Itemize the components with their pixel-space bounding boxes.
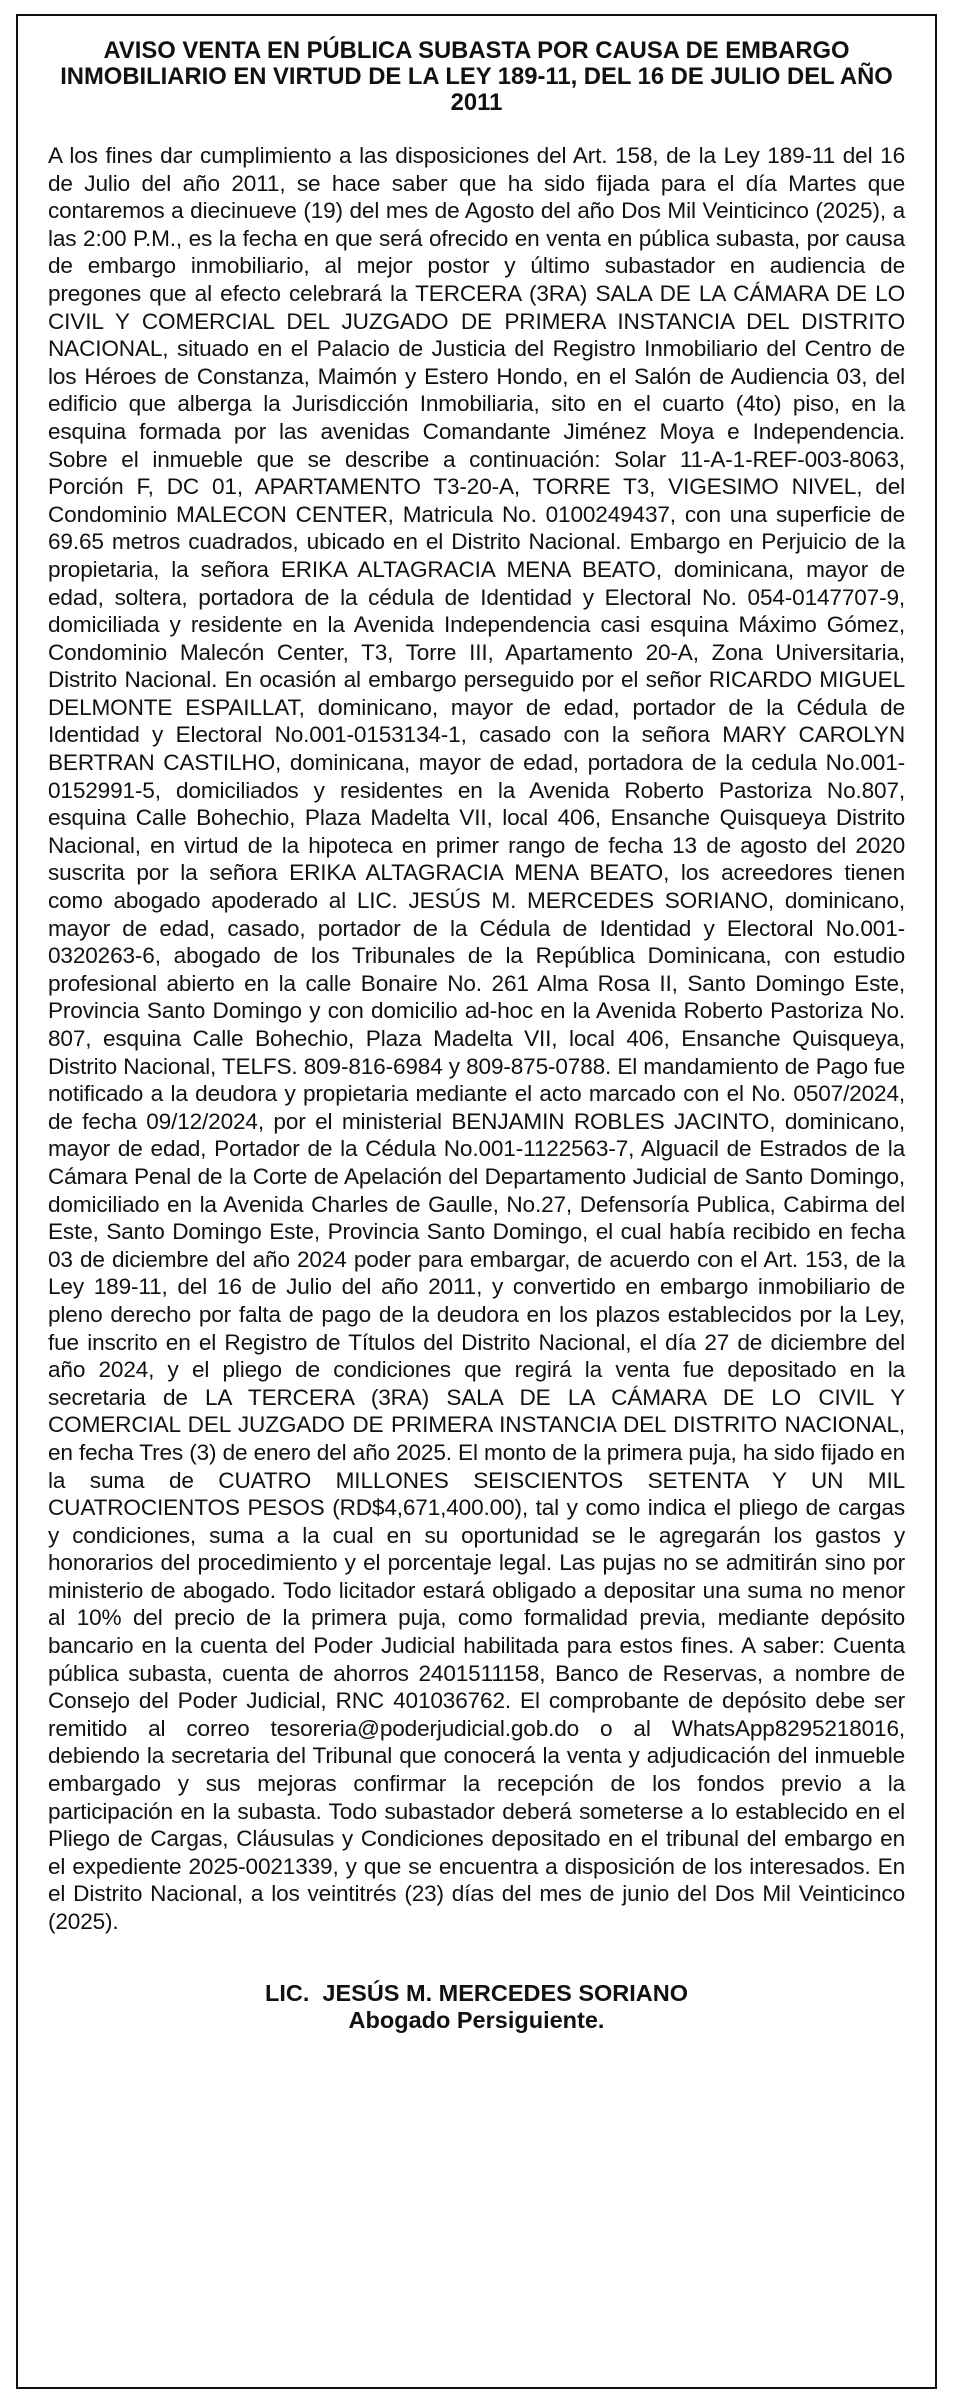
legal-notice xyxy=(16,14,937,2389)
signature-name: LIC. JESÚS M. MERCEDES SORIANO xyxy=(264,1979,689,2006)
notice-title: AVISO VENTA EN PÚBLICA SUBASTA POR CAUSA DE EMBARGO INMOBILIARIO EN VIRTUD DE LA LEY 189-11, DEL 16 DE JULIO DEL AÑO 2011 xyxy=(60,37,893,116)
signature-role: Abogado Persiguiente. xyxy=(348,2006,605,2033)
signature-block xyxy=(48,1980,905,2034)
notice-body: A los fines dar cumplimiento a las disposiciones del Art. 158, de la Ley 189-11 del 16 de Julio del año 2011, se hace saber que ha sido fijada para el día Martes que contaremos a diecinueve (19) del mes de Agosto del año Dos Mil Veinticinco (2025), a las 2:00 P.M., es la fecha en que será ofrecido en venta en pública subasta, por causa de embargo inmobiliario, al mejor postor y último subastador en audiencia de pregones que al efecto celebrará la TERCERA (3RA) SALA DE LA CÁMARA DE LO CIVIL Y COMERCIAL DEL JUZGADO DE PRIMERA INSTANCIA DEL DISTRITO NACIONAL, situado en el Palacio de Justicia del Registro Inmobiliario del Centro de los Héroes de Constanza, Maimón y Estero Hondo, en el Salón de Audiencia 03, del edificio que alberga la Jurisdicción Inmobiliaria, sito en el cuarto (4to) piso, en la esquina formada por las avenidas Comandante Jiménez Moya e Independencia. Sobre el inmueble que se describe a continuación: Solar 11-A-1-REF-003-8063, Porción F, DC 01, APARTAMENTO T3-20-A, TORRE T3, VIGESIMO NIVEL, del Condominio MALECON CENTER, Matricula No. 0100249437, con una superficie de 69.65 metros cuadrados, ubicado en el Distrito Nacional. Embargo en Perjuicio de la propietaria, la señora ERIKA ALTAGRACIA MENA BEATO, dominicana, mayor de edad, soltera, portadora de la cédula de Identidad y Electoral No. 054-0147707-9, domiciliada y residente en la Avenida Independencia casi esquina Máximo Gómez, Condominio Malecón Center, T3, Torre III, Apartamento 20-A, Zona Universitaria, Distrito Nacional. En ocasión al embargo perseguido por el señor RICARDO MIGUEL DELMONTE ESPAILLAT, dominicano, mayor de edad, portador de la Cédula de Identidad y Electoral No.001-0153134-1, casado con la señora MARY CAROLYN BERTRAN CASTILHO, dominicana, mayor de edad, portadora de la cedula No.001-0152991-5, domiciliados y residentes en la Avenida Roberto Pastoriza No.807, esquina Calle Bohechio, Plaza Madelta VII, local 406, Ensanche Quisqueya Distrito Nacional, en virtud de la hipoteca en primer rango de fecha 13 de agosto del 2020 suscrita por la señora ERIKA ALTAGRACIA MENA BEATO, los acreedores tienen como abogado apoderado al LIC. JESÚS M. MERCEDES SORIANO, dominicano, mayor de edad, casado, portador de la Cédula de Identidad y Electoral No.001-0320263-6, abogado de los Tribunales de la República Dominicana, con estudio profesional abierto en la calle Bonaire No. 261 Alma Rosa II, Santo Domingo Este, Provincia Santo Domingo y con domicilio ad-hoc en la Avenida Roberto Pastoriza No. 807, esquina Calle Bohechio, Plaza Madelta VII, local 406, Ensanche Quisqueya, Distrito Nacional, TELFS. 809-816-6984 y 809-875-0788. El mandamiento de Pago fue notificado a la deudora y propietaria mediante el acto marcado con el No. 0507/2024, de fecha 09/12/2024, por el ministerial BENJAMIN ROBLES JACINTO, dominicano, mayor de edad, Portador de la Cédula No.001-1122563-7, Alguacil de Estrados de la Cámara Penal de la Corte de Apelación del Departamento Judicial de Santo Domingo, domiciliado en la Avenida Charles de Gaulle, No.27, Defensoría Publica, Cabirma del Este, Santo Domingo Este, Provincia Santo Domingo, el cual había recibido en fecha 03 de diciembre del año 2024 poder para embargar, de acuerdo con el Art. 153, de la Ley 189-11, del 16 de Julio del año 2011, y convertido en embargo inmobiliario de pleno derecho por falta de pago de la deudora en los plazos establecidos por la Ley, fue inscrito en el Registro de Títulos del Distrito Nacional, el día 27 de diciembre del año 2024, y el pliego de condiciones que regirá la venta fue depositado en la secretaria de LA TERCERA (3RA) SALA DE LA CÁMARA DE LO CIVIL Y COMERCIAL DEL JUZGADO DE PRIMERA INSTANCIA DEL DISTRITO NACIONAL, en fecha Tres (3) de enero del año 2025. El monto de la primera puja, ha sido fijado en la suma de CUATRO MILLONES SEISCIENTOS SETENTA Y UN MIL CUATROCIENTOS PESOS (RD$4,671,400.00), tal y como indica el pliego de cargas y condiciones, suma a la cual en su oportunidad se le agregarán los gastos y honorarios del procedimiento y el porcentaje legal. Las pujas no se admitirán sino por ministerio de abogado. Todo licitador estará obligado a depositar una suma no menor al 10% del precio de la primera puja, como formalidad previa, mediante depósito bancario en la cuenta del Poder Judicial habilitada para estos fines. A saber: Cuenta pública subasta, cuenta de ahorros 2401511158, Banco de Reservas, a nombre de Consejo del Poder Judicial, RNC 401036762. El comprobante de depósito debe ser remitido al correo tesoreria@poderjudicial.gob.do o al WhatsApp8295218016, debiendo la secretaria del Tribunal que conocerá la venta y adjudicación del inmueble embargado y sus mejoras confirmar la recepción de los fondos previo a la participación en la subasta. Todo subastador deberá someterse a lo establecido en el Pliego de Cargas, Cláusulas y Condiciones depositado en el tribunal del embargo en el expediente 2025-0021339, y que se encuentra a disposición de los interesados. En el Distrito Nacional, a los veintitrés (23) días del mes de junio del Dos Mil Veinticinco (2025). xyxy=(48,143,905,1934)
